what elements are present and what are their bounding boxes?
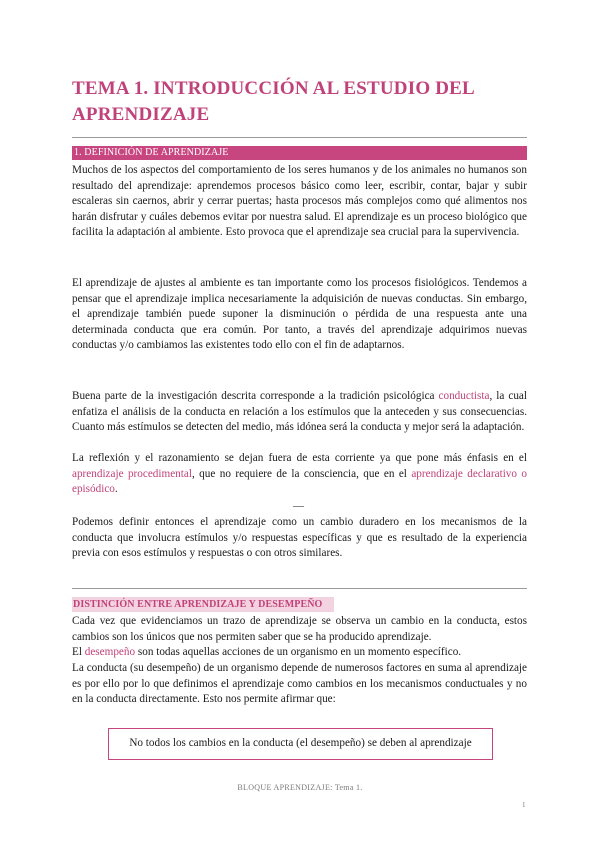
- paragraph-definicion-5: Podemos definir entonces el aprendizaje como un cambio duradero en los mecanismos de la conducta que involucra estímulos y/o respuestas específicas y que es resultado de la experiencia previa con esos estímulos y respuestas o con otros similares.: [72, 516, 527, 559]
- text-segment: , la cual enfatiza el análisis de la conducta en relación a los estímulos que la anteceden y sus consecuencias. Cuanto más estímulos se detecten del medio, más idónea será la conducta y mejor será la adaptación.: [72, 390, 527, 433]
- paragraph-distincion-2: [72, 645, 527, 661]
- highlight-term-desempeno: desempeño: [84, 646, 136, 658]
- section-heading-distincion: DISTINCIÓN ENTRE APRENDIZAJE Y DESEMPEÑO: [72, 597, 334, 612]
- page-number: 1: [522, 801, 526, 809]
- section-heading-definicion: 1. DEFINICIÓN DE APRENDIZAJE: [72, 146, 527, 160]
- page-title: TEMA 1. INTRODUCCIÓN AL ESTUDIO DEL APRENDIZAJE: [72, 78, 474, 125]
- paragraph-distincion-3: La conducta (su desempeño) de un organismo depende de numerosos factores en suma al aprendizaje es por ello por lo que definimos el aprendizaje como cambios en los mecanismos conductuales y no en la conducta directamente. Esto nos permite afirmar que:: [72, 662, 527, 705]
- text-segment: .: [114, 483, 118, 495]
- highlight-term-declarativo: aprendizaje declarativo o episódico: [72, 467, 528, 495]
- paragraph-definicion-2: El aprendizaje de ajustes al ambiente es tan importante como los procesos fisiológicos. Tendemos a pensar que el aprendizaje implica necesariamente la adquisición de nuevas conductas. Sin embargo, el aprendizaje también puede suponer la disminución o pérdida de una respuesta ante una determinada conducta que era común. Por tanto, a través del aprendizaje adquirimos nuevas conductas y/o cambiamos las existentes todo ello con el fin de adaptarnos.: [72, 277, 527, 351]
- highlight-term-conductista: conductista: [438, 390, 490, 402]
- text-segment: Buena parte de la investigación descrita corresponde a la tradición psicológica: [72, 390, 439, 402]
- paragraph-definicion-1: Muchos de los aspectos del comportamiento de los seres humanos y de los animales no humanos son resultado del aprendizaje: aprendemos procesos básico como leer, escribir, contar, bajar y subir escaleras sin caernos, abrir y cerrar puertas; hasta procesos más complejos como qué alimentos nos harán disfrutar y cuáles debemos evitar por nuestra salud. El aprendizaje es un proceso biológico que facilita la adaptación al ambiente. Esto provoca que el aprendizaje sea crucial para la supervivencia.: [72, 164, 527, 238]
- highlight-term-procedimental: aprendizaje procedimental: [72, 467, 192, 480]
- paragraph-definicion-3: [72, 389, 527, 436]
- title-divider: [72, 137, 527, 138]
- text-segment: La reflexión y el razonamiento se dejan fuera de esta corriente ya que pone más énfasis en el: [72, 452, 527, 464]
- page-footer: BLOQUE APRENDIZAJE: Tema 1.: [237, 783, 363, 792]
- text-segment: , que no requiere de la consciencia, que en el: [191, 467, 412, 480]
- section-divider: [72, 588, 527, 589]
- paragraph-distincion-1: Cada vez que evidenciamos un trazo de aprendizaje se observa un cambio en la conducta, estos cambios son los únicos que nos permiten saber que se ha producido aprendizaje.: [72, 615, 527, 643]
- highlighted-statement-box: No todos los cambios en la conducta (el desempeño) se deben al aprendizaje: [108, 728, 493, 760]
- text-segment: son todas aquellas acciones de un organismo en un momento específico.: [135, 646, 462, 658]
- paragraph-definicion-4: [72, 451, 527, 498]
- separator-dash: —: [293, 500, 304, 512]
- text-segment: El: [72, 646, 85, 658]
